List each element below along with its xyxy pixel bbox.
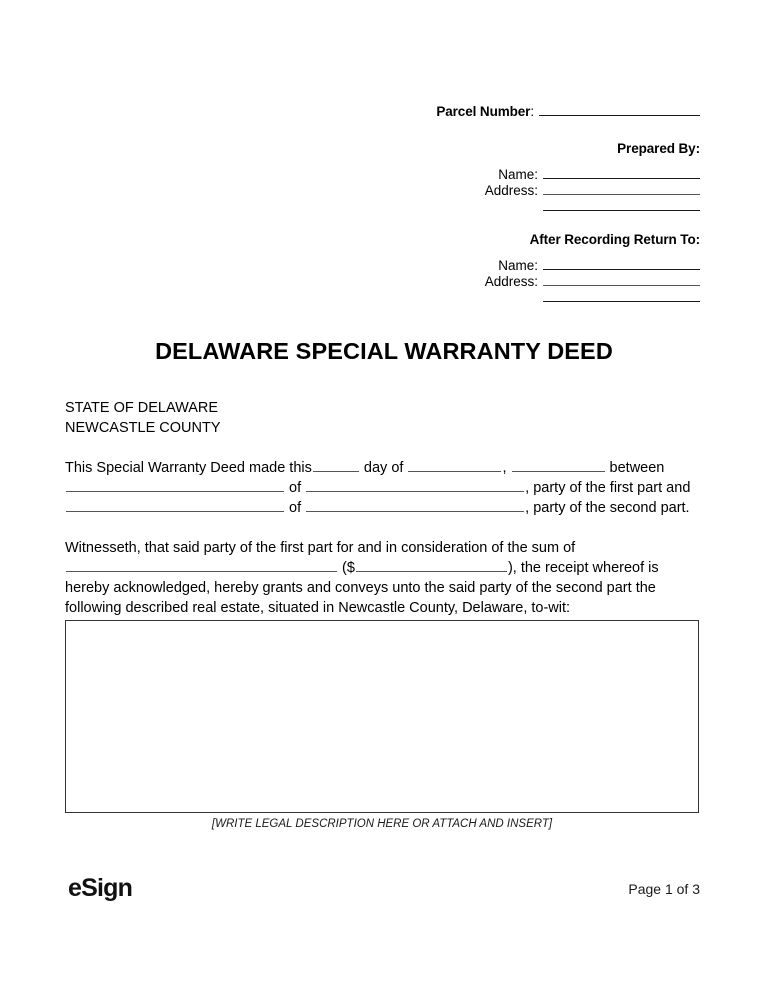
first-party-text: , party of the first part and [525, 480, 691, 496]
deed-day-blank[interactable] [313, 459, 359, 472]
consideration-amount-blank[interactable] [356, 559, 507, 572]
prepared-by-name-row [65, 167, 700, 182]
return-to-name-blank[interactable] [543, 258, 700, 270]
situated-text: following described real estate, situated in Newcastle County, Delaware, to-wit: [65, 600, 571, 616]
after-recording-heading: After Recording Return To: [529, 232, 700, 247]
prepared-by-address-blank-1[interactable] [543, 183, 700, 195]
document-body [65, 458, 705, 618]
parcel-number-label: Parcel Number: [436, 104, 534, 119]
state-line: STATE OF DELAWARE [65, 400, 219, 416]
recording-header-block [65, 104, 700, 303]
spacer [65, 212, 700, 232]
deed-year-blank[interactable] [512, 459, 605, 472]
prepared-by-name-blank[interactable] [543, 167, 700, 179]
page-indicator: Page 1 of 3 [628, 881, 700, 897]
witnesseth-paragraph [65, 538, 705, 618]
witnesseth-text: Witnesseth, that said party of the first part for and in consideration of the sum of [65, 540, 576, 556]
return-to-address-label: Address: [484, 274, 538, 289]
return-to-name-label: Name: [498, 258, 538, 273]
parcel-number-blank[interactable] [539, 104, 700, 116]
grantee-address-blank[interactable] [306, 499, 524, 512]
county-line: NEWCASTLE COUNTY [65, 420, 221, 436]
deed-intro-text: This Special Warranty Deed made this [65, 460, 312, 476]
return-to-address-row [65, 274, 700, 289]
grantor-address-blank[interactable] [306, 479, 524, 492]
document-title: DELAWARE SPECIAL WARRANTY DEED [155, 338, 613, 364]
conveyance-paragraph [65, 458, 705, 518]
return-to-address-row-2 [65, 290, 700, 302]
esign-logo: eSign [68, 874, 133, 902]
jurisdiction-block [65, 398, 221, 438]
prepared-by-address-label: Address: [484, 183, 538, 198]
prepared-by-address-row-2 [65, 199, 700, 211]
grantee-name-blank[interactable] [66, 499, 284, 512]
second-party-text: , party of the second part. [525, 500, 690, 516]
legal-description-box[interactable] [65, 620, 699, 813]
prepared-by-address-row [65, 183, 700, 198]
deed-month-blank[interactable] [408, 459, 501, 472]
between-text: between [609, 460, 665, 476]
prepared-by-name-label: Name: [498, 167, 538, 182]
receipt-text: ), the receipt whereof is [507, 560, 659, 576]
of-text-1: of [289, 480, 302, 496]
spacer [65, 156, 700, 167]
prepared-by-heading: Prepared By: [617, 141, 700, 156]
return-to-address-blank-2[interactable] [543, 290, 700, 302]
legal-description-caption: [WRITE LEGAL DESCRIPTION HERE OR ATTACH AND INSERT] [211, 818, 553, 830]
grants-conveys-text: hereby acknowledged, hereby grants and conveys unto the said party of the second part the [65, 580, 656, 596]
dollar-open-text: ($ [342, 560, 355, 576]
return-to-name-row [65, 258, 700, 273]
of-text-2: of [289, 500, 302, 516]
prepared-by-address-blank-2[interactable] [543, 199, 700, 211]
spacer [65, 247, 700, 258]
day-of-text: day of [363, 460, 404, 476]
return-to-address-blank-1[interactable] [543, 274, 700, 286]
parcel-number-row [65, 104, 700, 119]
consideration-words-blank[interactable] [66, 559, 337, 572]
grantor-name-blank[interactable] [66, 479, 284, 492]
comma-text: , [502, 460, 507, 476]
